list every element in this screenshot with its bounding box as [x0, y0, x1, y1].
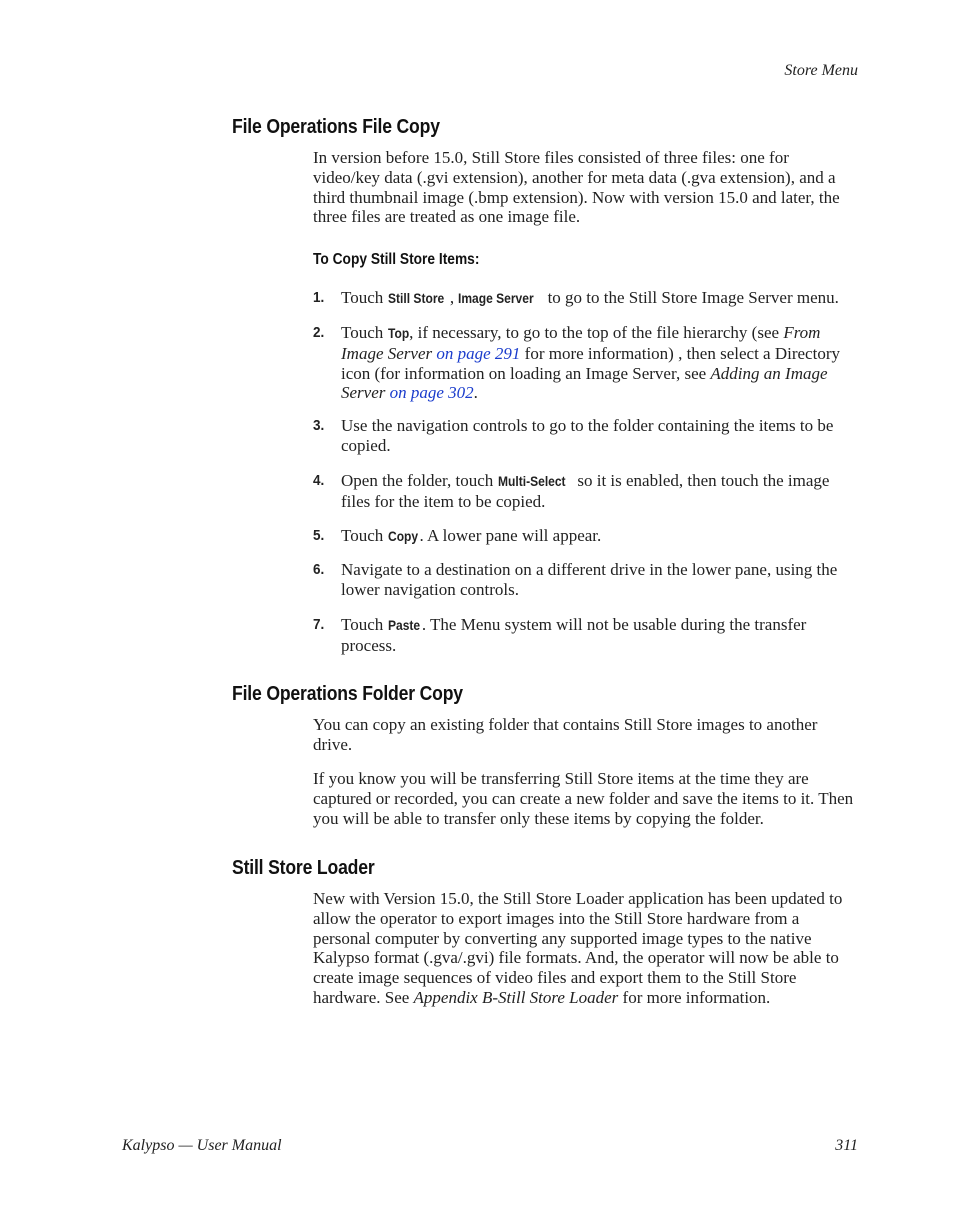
cross-reference-appendix-b: Appendix B-Still Store Loader — [413, 987, 619, 1007]
step-number: 5. — [313, 527, 325, 544]
file-copy-intro: In version before 15.0, Still Store files consisted of three files: one for video/key data (.gvi extension), another for meta data (.gva extension), and a third thumbnail image (.bmp extension). Now with version 15.0 and later, the three files are treated as one image file. — [313, 148, 840, 227]
step-6 — [313, 560, 858, 600]
running-header: Store Menu — [784, 62, 858, 79]
step-number: 3. — [313, 417, 325, 434]
section-title-folder-copy: File Operations Folder Copy — [232, 683, 463, 705]
folder-copy-paragraph-2: If you know you will be transferring Still Store items at the time they are captured or recorded, you can create a new folder and save the items to it. Then you will be able to transfer only these items by copying the folder. — [313, 769, 854, 828]
procedure-title: To Copy Still Store Items: — [313, 251, 480, 268]
step-text-part: , if necessary, to go to the top of the file hierarchy (see — [409, 323, 784, 342]
ui-label-multi-select: Multi-Select — [497, 473, 566, 489]
loader-text-part: New with Version 15.0, the Still Store Loader application has been updated to allow the operator to export images into the Still Store hardware from a personal computer by converting any supported image types to the native Kalypso format (.gva/.gvi) file formats. And, the operator will now be able to create image sequences of video files and export them to the Still Store hardware. See — [313, 889, 843, 1007]
ui-label-paste: Paste — [387, 617, 420, 633]
step-number: 4. — [313, 472, 325, 489]
step-text — [341, 323, 858, 403]
ui-label-copy: Copy — [387, 528, 418, 544]
ui-label-image-server: Image Server — [458, 290, 534, 306]
step-text: Navigate to a destination on a different drive in the lower pane, using the lower navigation controls. — [341, 560, 838, 599]
step-1 — [313, 288, 858, 309]
section-title-still-store-loader: Still Store Loader — [232, 857, 375, 879]
loader-text-part: for more information. — [618, 987, 771, 1007]
step-7 — [313, 615, 858, 656]
step-text: Use the navigation controls to go to the folder containing the items to be copied. — [341, 416, 834, 455]
page-link-291[interactable]: on page 291 — [432, 343, 521, 363]
ui-label-top: Top — [387, 325, 409, 341]
step-text-part: Open the folder, touch — [341, 471, 498, 490]
step-number: 6. — [313, 561, 325, 578]
step-text-part: for more information) , then select a Directory icon (for information on loading an Image Server, see — [341, 343, 840, 383]
cross-reference: From Image Server — [341, 323, 821, 363]
step-text — [341, 615, 858, 656]
step-2 — [313, 323, 858, 403]
step-text-part: Touch — [341, 323, 388, 342]
step-text — [341, 526, 858, 547]
footer-manual-title: Kalypso — User Manual — [122, 1137, 282, 1154]
step-text — [341, 288, 858, 309]
step-5 — [313, 526, 858, 547]
step-3 — [313, 416, 858, 456]
step-text-part: . The Menu system will not be usable during the transfer process. — [341, 615, 807, 655]
step-text-part: . — [473, 383, 478, 403]
step-text — [341, 471, 858, 512]
cross-reference: Adding an Image Server — [341, 363, 828, 403]
step-number: 2. — [313, 324, 325, 341]
step-text-part: Touch — [341, 615, 388, 634]
step-text-part: Touch — [341, 526, 388, 545]
folder-copy-paragraph-1: You can copy an existing folder that contains Still Store images to another drive. — [313, 715, 818, 754]
section-title-file-copy: File Operations File Copy — [232, 116, 440, 138]
step-4 — [313, 471, 858, 512]
ui-label-still-store: Still Store — [387, 290, 444, 306]
step-text-part: Touch — [341, 288, 388, 307]
step-number: 7. — [313, 616, 325, 633]
step-number: 1. — [313, 289, 325, 306]
page-link-302[interactable]: on page 302 — [385, 383, 474, 403]
step-text-part: . A lower pane will appear. — [419, 526, 602, 545]
loader-paragraph — [313, 889, 858, 1008]
step-text-part: , — [449, 288, 459, 307]
page-number: 311 — [835, 1137, 858, 1154]
step-text-part: to go to the Still Store Image Server menu. — [543, 288, 839, 307]
step-text-part: so it is enabled, then touch the image files for the item to be copied. — [341, 471, 830, 511]
